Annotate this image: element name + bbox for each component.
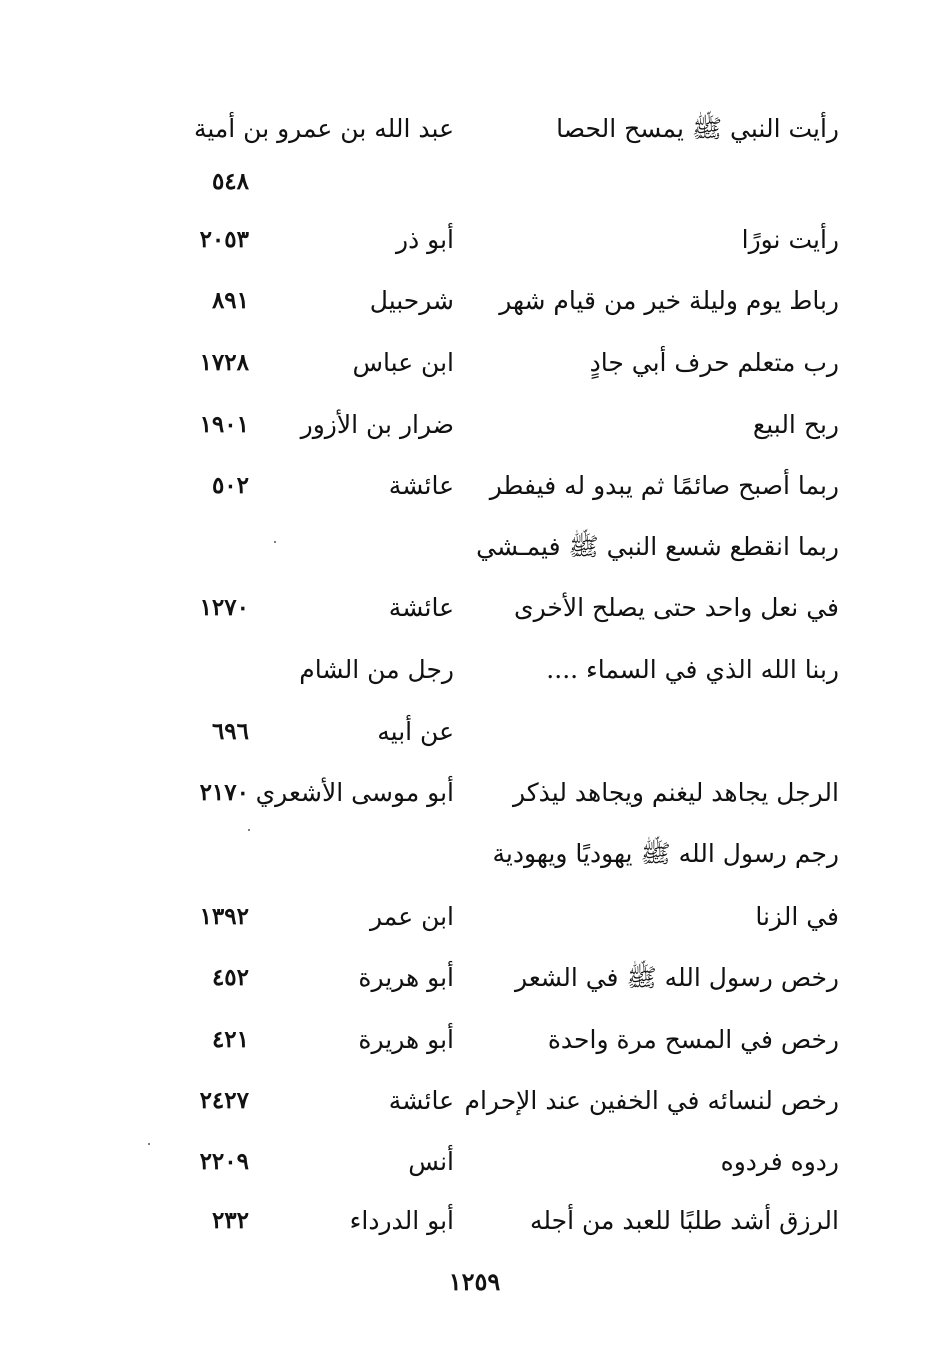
narrator-name: ابن عباس <box>352 348 454 377</box>
narrator-name: أبو موسى الأشعري <box>255 778 454 807</box>
page-number: ١٢٥٩ <box>448 1267 501 1296</box>
index-entry <box>0 1196 949 1246</box>
hadith-number: ٤٢١ <box>211 1026 249 1053</box>
narrator-name: شرحبيل <box>369 286 454 315</box>
scan-speck <box>148 1143 150 1145</box>
hadith-number: ٢٣٢ <box>211 1207 249 1234</box>
narrator-name: رجل من الشام <box>299 655 454 684</box>
narrator-name: ضرار بن الأزور <box>300 410 454 439</box>
hadith-phrase: رجم رسول الله ﷺ يهوديًا ويهودية <box>492 839 839 868</box>
narrator-name: عن أبيه <box>377 717 454 746</box>
scan-speck <box>248 829 250 831</box>
index-entry <box>0 645 949 695</box>
narrator-name: أنس <box>408 1147 454 1176</box>
scan-speck <box>274 541 276 543</box>
hadith-phrase: ربما انقطع شسع النبي ﷺ فيمـشي <box>476 532 839 561</box>
hadith-number: ٢٠٥٣ <box>199 226 249 253</box>
hadith-number: ٦٩٦ <box>211 718 249 745</box>
hadith-phrase: رخص في المسح مرة واحدة <box>547 1025 839 1054</box>
index-entry <box>0 276 949 326</box>
hadith-number: ١٩٠١ <box>199 411 249 438</box>
narrator-name: عبد الله بن عمرو بن أمية <box>193 114 454 143</box>
index-entry <box>0 1015 949 1065</box>
hadith-phrase: الرزق أشد طلبًا للعبد من أجله <box>529 1206 839 1235</box>
hadith-phrase: ردوه فردوه <box>720 1147 839 1176</box>
hadith-number: ١٧٢٨ <box>199 349 249 376</box>
hadith-phrase: رب متعلم حرف أبي جادٍ <box>589 348 839 377</box>
hadith-phrase: رخص رسول الله ﷺ في الشعر <box>515 963 839 992</box>
index-entry <box>0 215 949 265</box>
hadith-phrase: الرجل يجاهد ليغنم ويجاهد ليذكر <box>512 778 839 807</box>
index-entry <box>0 892 949 942</box>
index-entry <box>0 829 949 879</box>
index-entry <box>0 522 949 572</box>
hadith-phrase: في الزنا <box>755 902 839 931</box>
index-entry <box>0 1076 949 1126</box>
narrator-name: أبو هريرة <box>358 963 454 992</box>
hadith-phrase: رخص لنسائه في الخفين عند الإحرام <box>464 1086 839 1115</box>
hadith-number: ٥٠٢ <box>211 472 249 499</box>
index-entry <box>0 707 949 757</box>
index-entry <box>0 157 949 207</box>
hadith-phrase: في نعل واحد حتى يصلح الأخرى <box>514 593 839 622</box>
narrator-name: ابن عمر <box>369 902 454 931</box>
index-entry <box>0 768 949 818</box>
index-entry <box>0 338 949 388</box>
narrator-name: أبو ذر <box>396 225 454 254</box>
hadith-phrase: ربح البيع <box>752 410 839 439</box>
narrator-name: عائشة <box>388 1086 454 1115</box>
hadith-number: ٥٤٨ <box>211 168 249 195</box>
index-entry <box>0 583 949 633</box>
hadith-number: ١٣٩٢ <box>199 903 249 930</box>
narrator-name: عائشة <box>388 593 454 622</box>
index-entry <box>0 400 949 450</box>
narrator-name: عائشة <box>388 471 454 500</box>
hadith-number: ٢٢٠٩ <box>199 1148 249 1175</box>
narrator-name: أبو الدرداء <box>349 1206 454 1235</box>
hadith-phrase: ربنا الله الذي في السماء .... <box>546 655 839 684</box>
hadith-phrase: رباط يوم وليلة خير من قيام شهر <box>499 286 839 315</box>
narrator-name: أبو هريرة <box>358 1025 454 1054</box>
index-entry <box>0 461 949 511</box>
hadith-number: ٢٤٢٧ <box>199 1087 249 1114</box>
hadith-number: ٢١٧٠ <box>199 779 249 806</box>
hadith-phrase: رأيت نورًا <box>741 225 839 254</box>
index-entry <box>0 1137 949 1187</box>
index-entry <box>0 104 949 154</box>
hadith-number: ٤٥٢ <box>211 964 249 991</box>
hadith-number: ٨٩١ <box>211 287 249 314</box>
hadith-phrase: ربما أصبح صائمًا ثم يبدو له فيفطر <box>489 471 839 500</box>
index-entry <box>0 953 949 1003</box>
hadith-number: ١٢٧٠ <box>199 594 249 621</box>
hadith-phrase: رأيت النبي ﷺ يمسح الحصا <box>556 114 839 143</box>
